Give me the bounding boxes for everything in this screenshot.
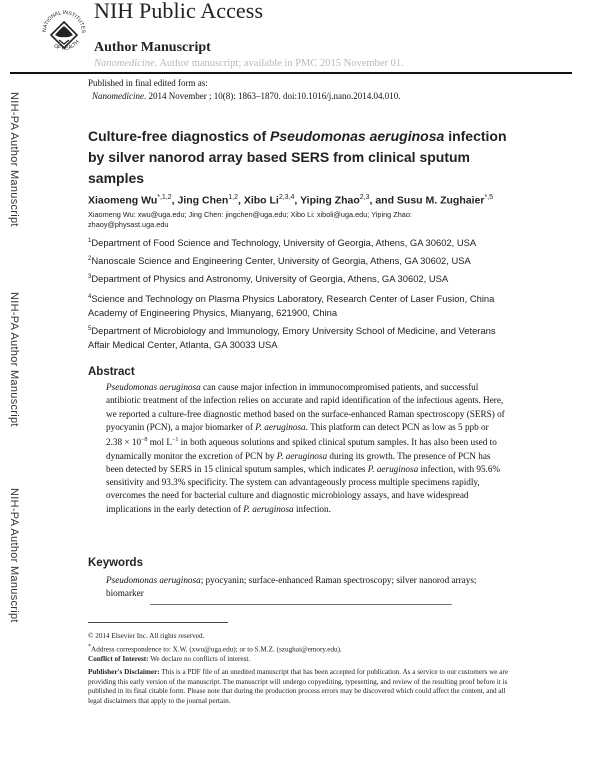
affiliation: $^2$Nanoscale Science and Engineering Center, University of Georgia, Athens, GA 30602, USA (88, 255, 471, 267)
author-list: Xiaomeng $Wu^{*,1,2}$, Jing Chen$^{1,2}$, Xibo Li$^{2,3,4}$, Yiping Zhao$^{2,3}$, and Susu M. Zughaier$^{*,5}$ (88, 194, 493, 207)
divider (150, 604, 452, 605)
sidebar-label-1: NIH-PA Author Manuscript (8, 92, 20, 227)
header-journal-line: Nanomedicine. Author manuscript; available in PMC 2015 November 01. (94, 58, 404, 69)
copyright-note: © 2014 Elsevier Inc. All rights reserved. (88, 632, 205, 640)
affiliation: $^5$Department of Microbiology and Immunology, Emory University School of Medicine, and Veterans Affair Medical Center, Atlanta, GA 30033 USA (88, 325, 496, 351)
header-subtitle: Author Manuscript (94, 40, 211, 55)
affiliation: $^1$Department of Food Science and Technology, University of Georgia, Athens, GA 30602, USA (88, 237, 477, 249)
affiliation: $^4$Science and Technology on Plasma Physics Laboratory, Research Center of Laser Fusion, China Academy of Engineering Physics, Mianyang, 621900, China (88, 293, 495, 319)
correspondence-note: *Address correspondence to: X.W. (xwu@uga.edu); or to S.M.Z. (szughai@emory.edu). (88, 644, 342, 654)
author: Xiaomeng Wu (88, 194, 158, 207)
conflict-of-interest: Conflict of Interest: We declare no conflicts of interest. (88, 655, 251, 663)
logo-bottom-text: OF HEALTH (52, 39, 81, 52)
author: Jing Chen (177, 194, 229, 207)
header-rule (10, 72, 572, 74)
publisher-disclaimer: Publisher's Disclaimer: This is a PDF file of an unedited manuscript that has been accepted for publication. As a service to our customers we are providing this early version of the manuscript. The manuscript will undergo copyediting, typesetting, and review of the resulting proof before it is published in its final citable form. Please note that during the production process errors may be discovered which could affect the content, and all legal disclaimers that apply to the journal pertain. (88, 668, 509, 705)
author: Xibo Li (243, 194, 279, 207)
author: Susu M. Zughaier (396, 194, 485, 207)
keywords-heading: Keywords (88, 557, 143, 569)
keywords-text: Pseudomonas aeruginosa; pyocyanin; surface-enhanced Raman spectroscopy; silver nanorod arrays; biomarker (106, 575, 477, 598)
nih-logo (40, 2, 88, 64)
publication-info: Published in final edited form as: Nanomedicine. 2014 November ; 10(8): 1863–1870. doi:10.1016/j.nano.2014.04.010. (88, 78, 401, 101)
author: Yiping Zhao (300, 194, 360, 207)
abstract-heading: Abstract (88, 366, 135, 378)
header-title: NIH Public Access (94, 0, 264, 23)
sidebar-label-2: NIH-PA Author Manuscript (8, 292, 20, 427)
paper-title: Culture-free diagnostics of Pseudomonas aeruginosa infection by silver nanorod array based SERS from clinical sputum samples (88, 128, 507, 186)
abstract-text: Pseudomonas aeruginosa can cause major infection in immunocompromised patients, and successful antibiotic treatment of the infection relies on accurate and rapid identification of the infectious agents. Here, we reported a culture-free diagnostic method based on the surface-enhanced Raman spectroscopy (SERS) of pyocyanin (PCN), a major biomarker of P. aeruginosa. This platform can detect PCN as low as 5 ppb or $2.38 \times 10^{-8}$ mol $L^{-1}$ in both aqueous solutions and spiked clinical sputum samples. It has also been used to dynamically monitor the excretion of PCN by P. aeruginosa during its growth. The presence of PCN has been detected by SERS in 15 clinical sputum samples, which indicates P. aeruginosa infection, with 95.6% sensitivity and 93.3% specificity. The system can advantageously process multiple specimens rapidly, overcomes the need for bacterial culture and diagnostic microbiology assays, and have widespread implications in the early detection of P. aeruginosa infection. (106, 382, 505, 514)
footnote-rule (88, 622, 228, 623)
sidebar-label-3: NIH-PA Author Manuscript (8, 488, 20, 623)
affiliation: $^3$Department of Physics and Astronomy, University of Georgia, Athens, GA 30602, USA (88, 273, 449, 285)
logo-top-text: NATIONAL INSTITUTES (41, 9, 87, 34)
author-emails: Xiaomeng Wu: xwu@uga.edu; Jing Chen: jingchen@uga.edu; Xibo Li: xiboli@uga.edu; Yiping Zhao: zhaoy@physast.uga.edu (88, 210, 412, 229)
